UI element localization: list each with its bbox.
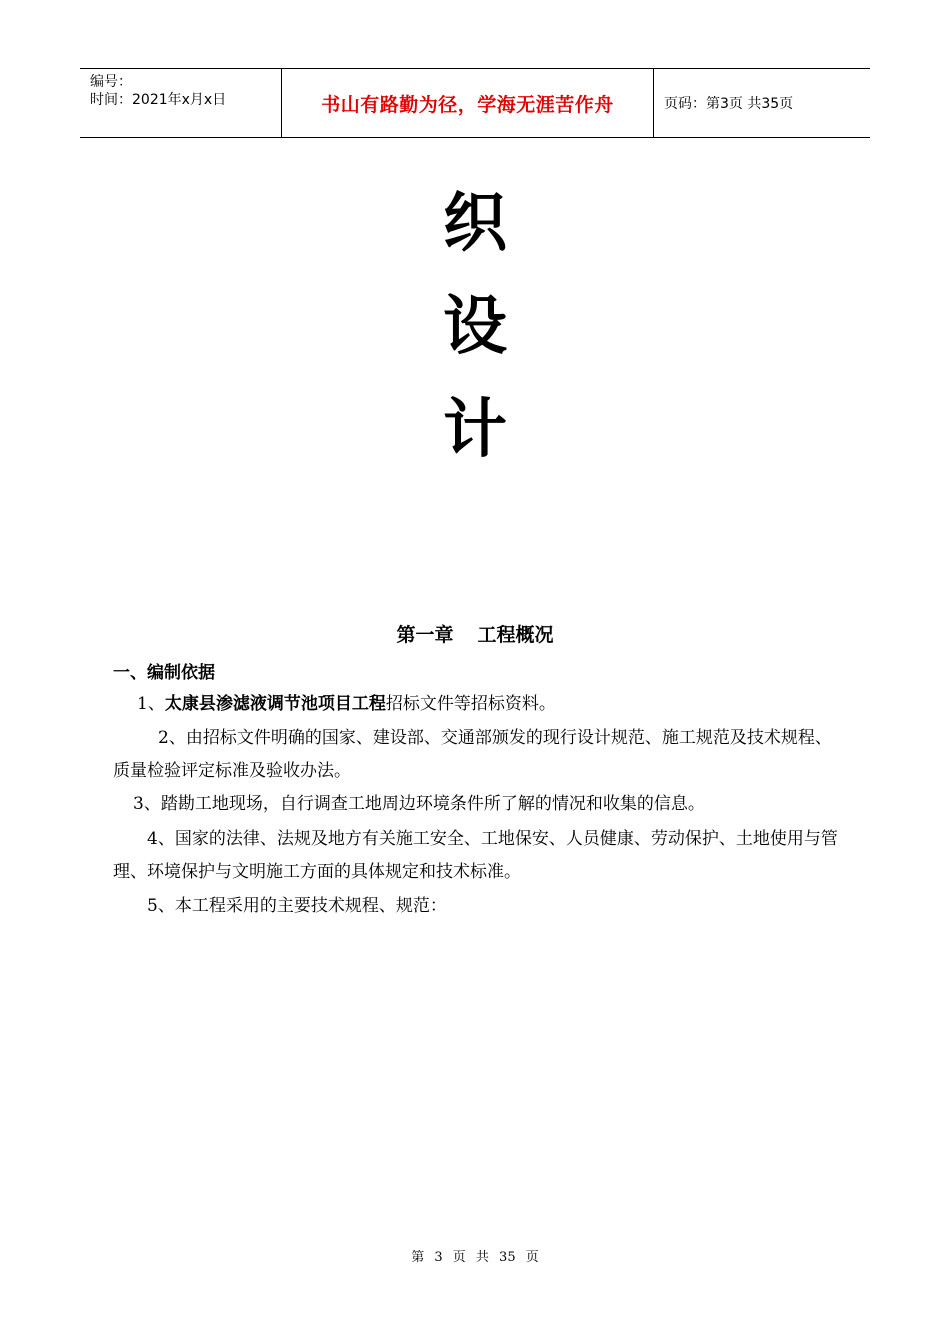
paragraph-1-prefix: 1、 (137, 694, 165, 714)
section-heading: 一、编制依据 (113, 663, 215, 683)
paragraph-3: 3、踏勘工地现场，自行调查工地周边环境条件所了解的情况和收集的信息。 (133, 794, 705, 814)
title-char-3: 计 (443, 393, 507, 467)
paragraph-4: 4、国家的法律、法规及地方有关施工安全、工地保安、人员健康、劳动保护、土地使用与管理、环境保护与文明施工方面的具体规定和技术标准。 (113, 829, 838, 882)
page-footer: 第 3 页 共 35 页 (411, 1250, 539, 1265)
paragraph-1-rest: 招标文件等招标资料。 (385, 694, 556, 714)
header-right-cell (654, 69, 870, 137)
time-label: 时间：2021年x月x日 (90, 92, 227, 108)
paragraph-1 (113, 688, 843, 721)
page-info: 页码：第3页 共35页 (664, 96, 794, 112)
title-char-1: 织 (443, 187, 507, 261)
title-char-2: 设 (443, 290, 507, 364)
chapter-title: 工程概况 (477, 624, 554, 646)
paragraph-2: 2、由招标文件明确的国家、建设部、交通部颁发的现行设计规范、施工规范及技术规程、质量检验评定标准及验收办法。 (113, 728, 832, 781)
motto-text: 书山有路勤为径，学海无涯苦作舟 (321, 93, 614, 116)
chapter-heading (0, 620, 950, 647)
header-middle-cell (281, 69, 654, 137)
paragraph-5: 5、本工程采用的主要技术规程、规范： (147, 896, 447, 916)
project-name: 太康县渗滤液调节池项目工程 (164, 694, 386, 714)
document-header (80, 68, 870, 138)
header-left-cell (80, 69, 281, 137)
chapter-number: 第一章 (396, 624, 454, 646)
number-label: 编号： (90, 74, 132, 90)
